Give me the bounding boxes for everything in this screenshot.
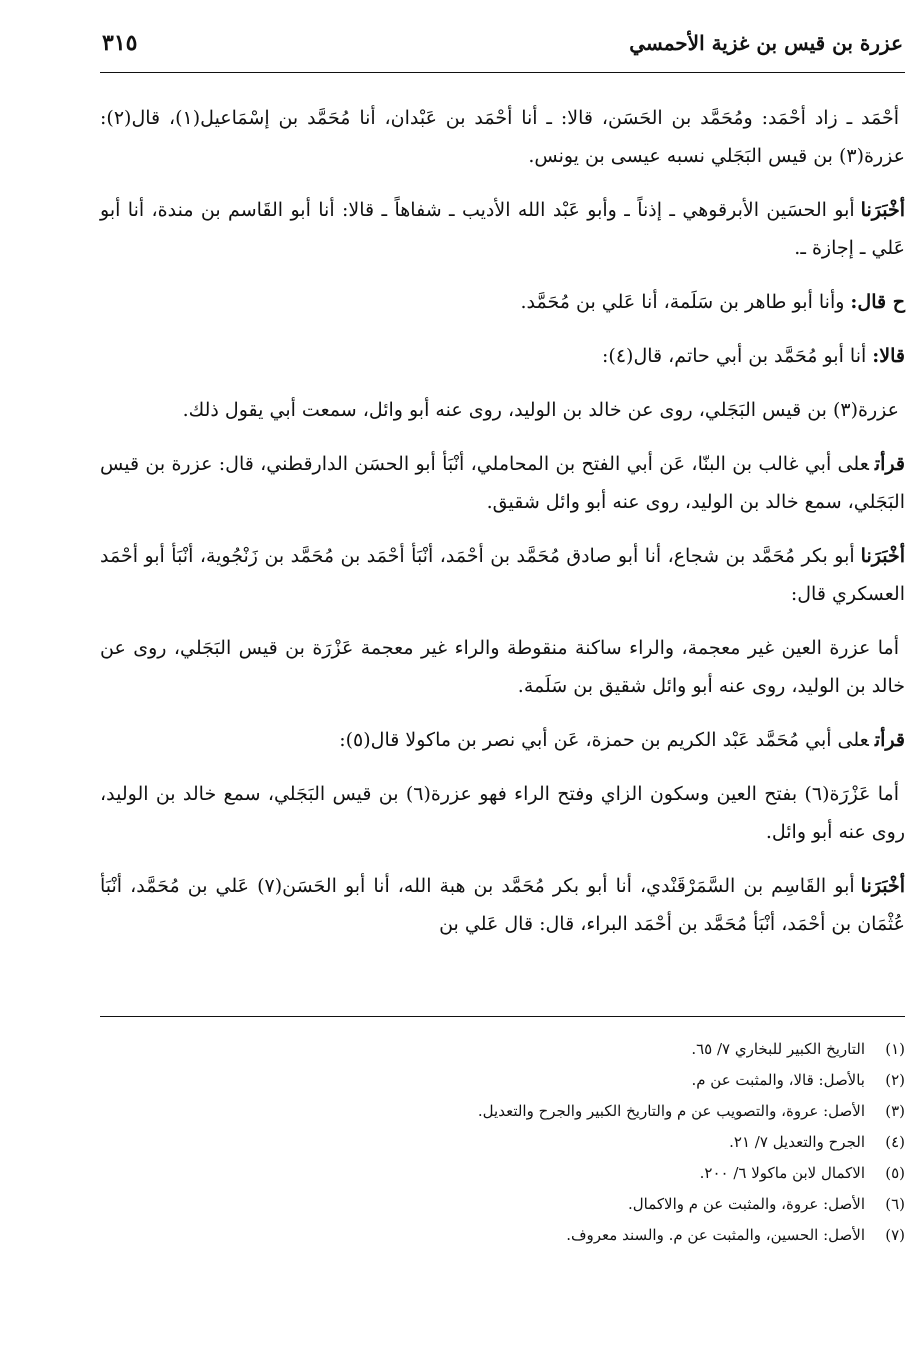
paragraph bbox=[100, 337, 905, 375]
footnote-number: (٣) bbox=[885, 1102, 905, 1120]
paragraph-text: أنا أبو مُحَمَّد بن أبي حاتم، قال(٤): bbox=[602, 345, 867, 367]
footnote-text: الاكمال لابن ماكولا ٦/ ٢٠٠. bbox=[699, 1164, 865, 1182]
paragraph bbox=[100, 283, 905, 321]
page bbox=[100, 30, 905, 959]
footnote bbox=[100, 1220, 905, 1251]
page-number: ٣١٥ bbox=[102, 30, 138, 56]
paragraph-lead: قرأت bbox=[874, 453, 905, 475]
paragraph bbox=[100, 775, 905, 851]
footnote-number: (٤) bbox=[885, 1133, 905, 1151]
paragraph-lead: ح قال: bbox=[850, 291, 905, 313]
footnote bbox=[100, 1127, 905, 1158]
paragraph-text: على أبي مُحَمَّد عَبْد الكريم بن حمزة، عَن أبي نصر بن ماكولا قال(٥): bbox=[339, 729, 869, 751]
paragraph bbox=[100, 867, 905, 943]
footnote bbox=[100, 1096, 905, 1127]
paragraph-lead: أخْبَرَنا bbox=[860, 199, 905, 221]
footnote-text: الأصل: عروة، والتصويب عن م والتاريخ الكبير والجرح والتعديل. bbox=[477, 1102, 865, 1120]
running-title: عزرة بن قيس بن غزية الأحمسي bbox=[629, 31, 903, 55]
footnote-text: الأصل: عروة، والمثبت عن م والاكمال. bbox=[628, 1195, 865, 1213]
paragraph-lead: قرأت bbox=[874, 729, 905, 751]
paragraph bbox=[100, 191, 905, 267]
paragraph bbox=[100, 721, 905, 759]
footnote bbox=[100, 1065, 905, 1096]
paragraph-lead: أخْبَرَنا bbox=[860, 545, 905, 567]
paragraph-text: على أبي غالب بن البنّا، عَن أبي الفتح بن المحاملي، أنْبَأ أبو الحسَن الدارقطني، قال: عزرة بن قيس البَجَلي، سمع خالد بن الوليد، روى عنه أبو وائل شقيق. bbox=[100, 453, 905, 513]
footnote-text: الجرح والتعديل ٧/ ٢١. bbox=[729, 1133, 865, 1151]
paragraph-text: أما عَزْرَة(٦) بفتح العين وسكون الزاي وفتح الراء فهو عزرة(٦) بن قيس البَجَلي، سمع خالد بن الوليد، روى عنه أبو وائل. bbox=[100, 783, 905, 843]
paragraph-text: عزرة(٣) بن قيس البَجَلي، روى عن خالد بن الوليد، روى عنه أبو وائل، سمعت أبي يقول ذلك. bbox=[182, 399, 899, 421]
paragraph-text: أبو بكر مُحَمَّد بن شجاع، أنا أبو صادق مُحَمَّد بن أحْمَد، أنْبَأ أحْمَد بن مُحَمَّد بن زَنْجُوية، أنْبَأ أبو أحْمَد العسكري قال: bbox=[100, 545, 905, 605]
footnote-divider bbox=[100, 1016, 905, 1017]
paragraph bbox=[100, 629, 905, 705]
paragraph-lead: قالا: bbox=[872, 345, 905, 367]
paragraph bbox=[100, 537, 905, 613]
footnote bbox=[100, 1158, 905, 1189]
paragraph bbox=[100, 99, 905, 175]
paragraph-lead: أخْبَرَنا bbox=[860, 875, 905, 897]
paragraph-text: أما عزرة العين غير معجمة، والراء ساكنة منقوطة والراء غير معجمة عَزْرَة بن قيس البَجَلي، روى عن خالد بن الوليد، روى عنه أبو وائل شقيق بن سَلَمة. bbox=[100, 637, 905, 697]
paragraph-text: أحْمَد ـ زاد أحْمَد: ومُحَمَّد بن الحَسَن، قالا: ـ أنا أحْمَد بن عَبْدان، أنا مُحَمَّد بن إسْمَاعيل(١)، قال(٢): عزرة(٣) بن قيس البَجَلي نسبه عيسى بن يونس. bbox=[100, 107, 905, 167]
paragraph-text: أبو الحسَين الأبرقوهي ـ إذناً ـ وأبو عَبْد الله الأديب ـ شفاهاً ـ قالا: أنا أبو القَاسم بن مندة، أنا أبو عَلي ـ إجازة ـ. bbox=[100, 199, 905, 259]
main-text bbox=[100, 99, 905, 943]
paragraph bbox=[100, 445, 905, 521]
footnote-number: (٧) bbox=[885, 1226, 905, 1244]
paragraph-text: وأنا أبو طاهر بن سَلَمة، أنا عَلي بن مُحَمَّد. bbox=[520, 291, 845, 313]
footnote-text: التاريخ الكبير للبخاري ٧/ ٦٥. bbox=[691, 1040, 865, 1058]
running-header bbox=[100, 30, 905, 73]
footnote-number: (٥) bbox=[885, 1164, 905, 1182]
footnote-number: (٢) bbox=[885, 1071, 905, 1089]
footnote-text: الأصل: الحسين، والمثبت عن م. والسند معروف. bbox=[566, 1226, 865, 1244]
footnote-number: (١) bbox=[885, 1040, 905, 1058]
paragraph-text: أبو القَاسِم بن السَّمَرْقَنْدي، أنا أبو بكر مُحَمَّد بن هبة الله، أنا أبو الحَسَن(٧) عَلي بن مُحَمَّد، أنْبَأ عُثْمَان بن أحْمَد، أنْبَأ مُحَمَّد بن أحْمَد البراء، قال: قال عَلي بن bbox=[100, 875, 905, 935]
footnote-number: (٦) bbox=[885, 1195, 905, 1213]
footnote-text: بالأصل: قالا، والمثبت عن م. bbox=[691, 1071, 865, 1089]
footnotes bbox=[100, 1034, 905, 1251]
footnote bbox=[100, 1189, 905, 1220]
footnote bbox=[100, 1034, 905, 1065]
paragraph bbox=[100, 391, 905, 429]
